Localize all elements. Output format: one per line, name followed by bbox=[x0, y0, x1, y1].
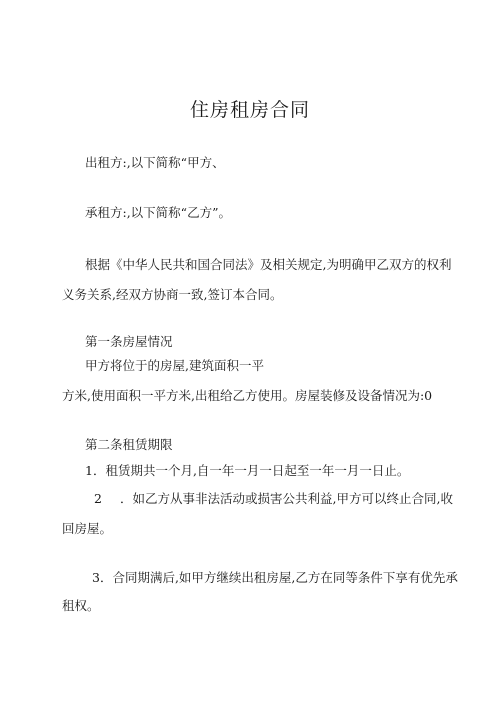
document-title: 住房租房合同 bbox=[189, 99, 310, 121]
article2-item-2-line-2: 回房屋。 bbox=[62, 521, 113, 536]
article1-line-2: 方米,使用面积一平方米,出租给乙方使用。房屋装修及设备情况为:0 bbox=[62, 388, 433, 403]
article2-item-3-line-1: 3．合同期满后,如甲方继续出租房屋,乙方在同等条件下享有优先承 bbox=[92, 570, 458, 585]
article2-item-3-line-2: 租权。 bbox=[62, 598, 100, 613]
article2-item-1: 1．租赁期共一个月,自一年一月一日起至一年一月一日止。 bbox=[85, 463, 410, 478]
article1-heading: 第一条房屋情况 bbox=[85, 334, 173, 349]
article2-item-2-number: 2 bbox=[94, 491, 102, 506]
article2-heading: 第二条租赁期限 bbox=[85, 437, 173, 452]
lessee-line: 承租方:,以下简称“乙方”。 bbox=[85, 205, 231, 220]
preamble-line-1: 根据《中华人民共和国合同法》及相关规定,为明确甲乙双方的权利 bbox=[85, 257, 452, 272]
article1-line-1: 甲方将位于的房屋,建筑面积一平 bbox=[85, 358, 264, 373]
article2-item-2-line-1: ．如乙方从事非法活动或损害公共利益,甲方可以终止合同,收 bbox=[120, 491, 453, 506]
lessor-line: 出租方:,以下简称“甲方、 bbox=[85, 155, 225, 170]
preamble-line-2: 义务关系,经双方协商一致,签订本合同。 bbox=[62, 287, 283, 302]
